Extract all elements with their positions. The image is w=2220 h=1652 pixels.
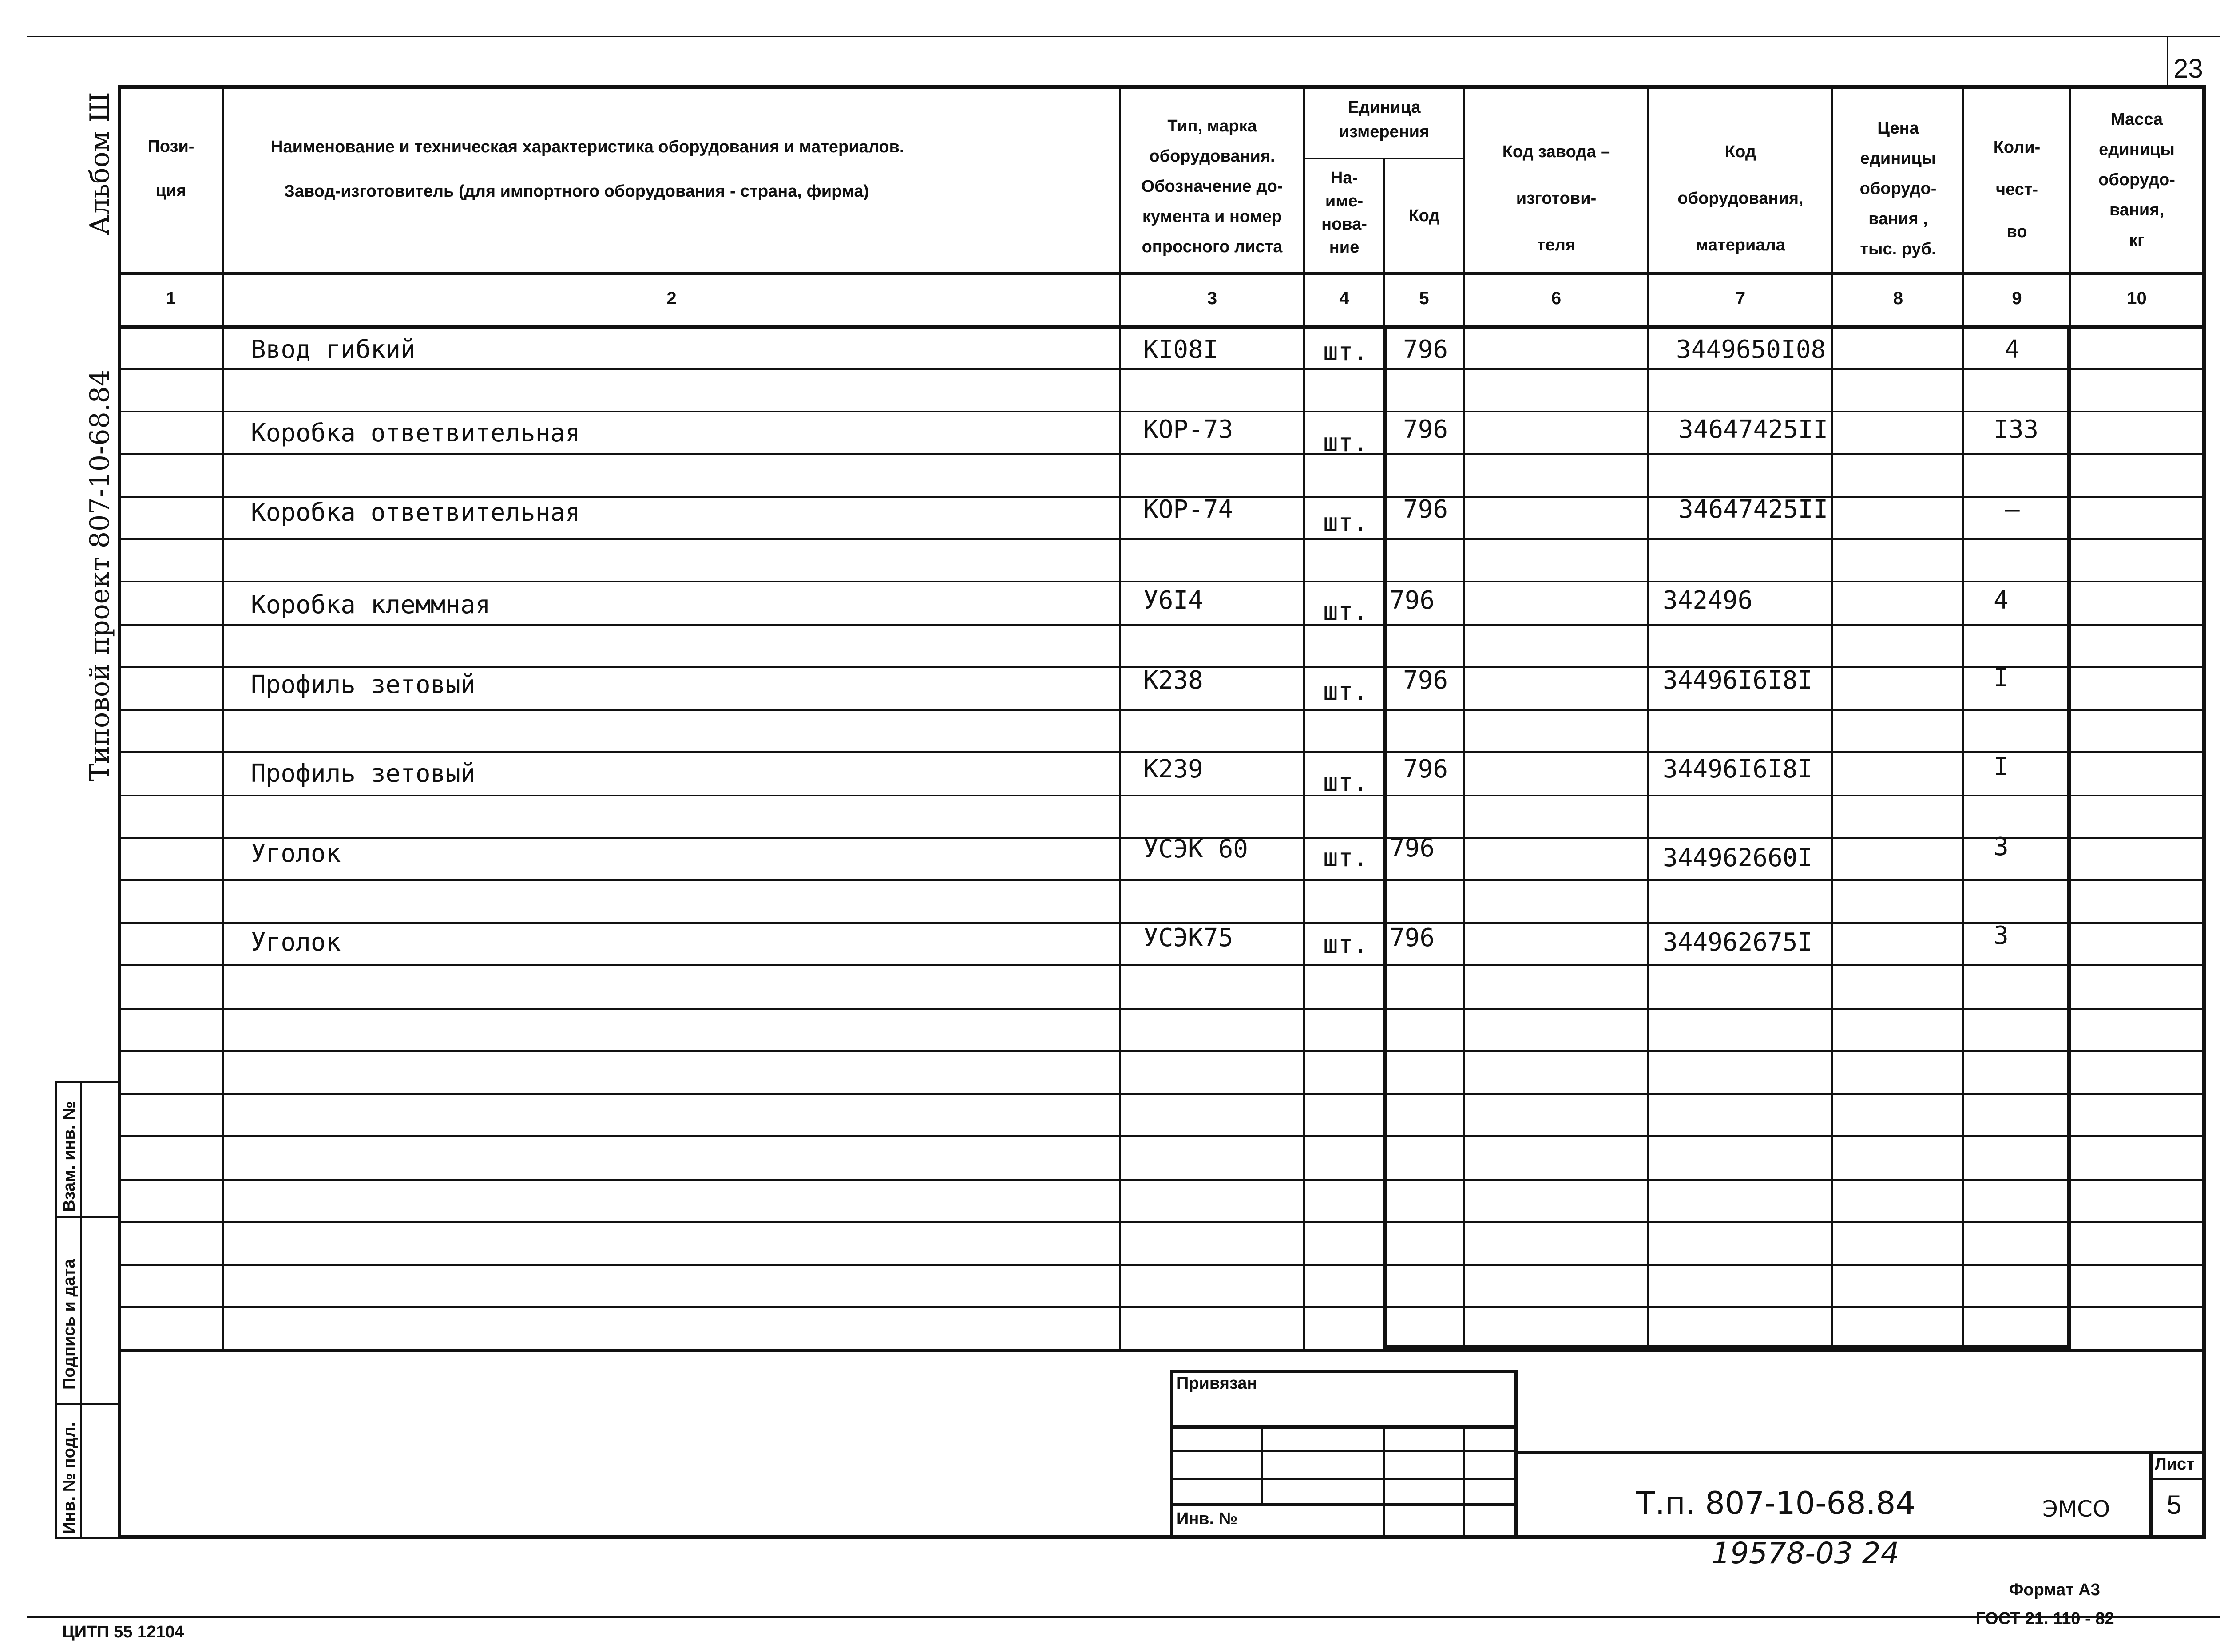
privyazan-col3	[1463, 1425, 1465, 1536]
row-line	[118, 453, 2204, 455]
table-bottom-line	[118, 1349, 2204, 1352]
item-type: У6I4	[1143, 586, 1203, 615]
stamp-label-inv: Инв. № подл.	[60, 1422, 79, 1534]
stamp-strip-top	[56, 1081, 118, 1083]
item-type: УСЭК 60	[1143, 835, 1249, 864]
row-line	[118, 709, 2204, 711]
privyazan-box-left	[1170, 1370, 1173, 1538]
row-line	[118, 1221, 2204, 1223]
column-number: 9	[2012, 289, 2022, 308]
row-line	[118, 964, 2204, 966]
item-unit-code: 796	[1403, 495, 1448, 524]
sheet-top-number: 23	[2173, 54, 2203, 83]
item-unit: шт.	[1323, 930, 1368, 959]
stamp-strip-bottom	[56, 1537, 118, 1539]
item-qty: –	[2005, 495, 2020, 524]
header-col2-line1: Наименование и техническая характеристика оборудования и материалов.	[271, 138, 904, 156]
title-stamp-top	[1516, 1451, 2204, 1454]
gost-label: ГОСТ 21. 110 - 82	[1976, 1609, 2114, 1628]
header-bottom-line	[118, 272, 2204, 275]
stamp-label-podpis: Подпись и дата	[60, 1259, 79, 1390]
column-number: 6	[1551, 289, 1562, 308]
column-number: 3	[1207, 289, 1217, 308]
row-line	[118, 879, 2204, 881]
item-name: Уголок	[251, 839, 341, 868]
item-name: Уголок	[251, 928, 341, 957]
unit-subheader-line	[1303, 158, 1463, 159]
item-material-code: 34647425II	[1678, 495, 1828, 524]
list-label: Лист	[2155, 1455, 2195, 1474]
row-line	[118, 581, 2204, 582]
item-type: К238	[1143, 666, 1203, 695]
list-box-divider	[2149, 1478, 2204, 1480]
column-number: 10	[2127, 289, 2147, 308]
list-box-left	[2149, 1451, 2153, 1537]
header-col2-line2: Завод-изготовитель (для импортного оборудования - страна, фирма)	[284, 182, 869, 201]
row-line	[118, 411, 2204, 412]
item-unit-code: 796	[1390, 834, 1435, 863]
header-col7: Код оборудования, материала	[1677, 143, 1804, 254]
row-line	[118, 1179, 2204, 1181]
row-line	[118, 538, 2204, 540]
item-qty: 4	[2005, 335, 2020, 364]
privyazan-label: Привязан	[1177, 1374, 1257, 1393]
item-name: Профиль зетовый	[251, 759, 476, 788]
row-line	[118, 1264, 2204, 1266]
item-qty: 4	[1994, 586, 2009, 615]
colnum-bottom-line	[118, 325, 2204, 329]
privyazan-col1	[1261, 1425, 1263, 1503]
frame-right	[2202, 85, 2206, 1537]
column-number: 8	[1893, 289, 1903, 308]
item-unit: шт.	[1323, 508, 1368, 537]
item-material-code: 3449650I08	[1676, 335, 1826, 364]
item-qty: 3	[1994, 921, 2009, 950]
stamp-strip-sep1	[56, 1216, 118, 1218]
organization: ЭМСО	[2042, 1496, 2110, 1522]
item-unit-code: 796	[1390, 923, 1435, 952]
item-name: Коробка клеммная	[251, 590, 491, 619]
item-type: КОР-73	[1143, 415, 1233, 444]
item-unit: шт.	[1323, 597, 1368, 626]
row-line	[118, 1135, 2204, 1137]
row-line	[118, 1306, 2204, 1308]
item-unit-code: 796	[1403, 415, 1448, 444]
item-material-code: 34496I6I8I	[1663, 666, 1813, 695]
row-line	[118, 1093, 2204, 1095]
item-unit-code: 796	[1403, 666, 1448, 695]
header-col6: Код завода – изготови- теля	[1502, 143, 1610, 254]
item-material-code: 342496	[1663, 586, 1753, 615]
row-line	[118, 368, 2204, 370]
item-material-code: 344962660I	[1663, 844, 1813, 872]
item-type: KI08I	[1143, 335, 1218, 364]
print-code: ЦИТП 55 12104	[62, 1623, 184, 1641]
sheet-number-box-left	[2167, 36, 2168, 87]
stamp-strip-left	[56, 1081, 57, 1538]
item-unit: шт.	[1323, 337, 1368, 366]
item-type: К239	[1143, 755, 1203, 784]
item-name: Профиль зетовый	[251, 670, 476, 699]
item-qty: 3	[1994, 832, 2009, 861]
item-material-code: 344962675I	[1663, 928, 1813, 957]
item-unit: шт.	[1323, 768, 1368, 797]
item-unit: шт.	[1323, 428, 1368, 457]
item-material-code: 34647425II	[1678, 415, 1828, 444]
item-unit: шт.	[1323, 677, 1368, 706]
item-qty: I	[1994, 664, 2009, 693]
project-label: Типовой проект 807-10-68.84	[84, 369, 115, 781]
item-unit-code: 796	[1403, 755, 1448, 784]
row-line	[118, 751, 2204, 753]
item-qty: I	[1994, 753, 2009, 781]
item-unit: шт.	[1323, 844, 1368, 872]
header-col9: Коли- чест- во	[1993, 138, 2041, 241]
column-number: 1	[166, 289, 176, 308]
header-col4: На- име- нова- ние	[1321, 169, 1367, 257]
item-qty: I33	[1994, 415, 2039, 444]
row-line	[118, 624, 2204, 626]
album-label: Альбом Ш	[84, 92, 115, 235]
list-number: 5	[2167, 1490, 2182, 1520]
stamp-strip-sep2	[56, 1403, 118, 1405]
item-type: КОР-74	[1143, 495, 1233, 524]
column-number: 4	[1339, 289, 1349, 308]
project-designation: Т.п. 807-10-68.84	[1636, 1485, 1915, 1521]
page-bottom-rule	[27, 1616, 2220, 1618]
header-col5: Код	[1408, 206, 1440, 225]
header-col10: Масса единицы оборудо- вания, кг	[2098, 110, 2175, 250]
row-line	[118, 1050, 2204, 1052]
item-unit-code: 796	[1403, 335, 1448, 364]
format-label: Формат А3	[2009, 1581, 2100, 1599]
item-name: Ввод гибкий	[251, 335, 416, 364]
header-col3: Тип, марка оборудования. Обозначение до- кумента и номер опросного листа	[1141, 117, 1283, 256]
stamp-label-vzam: Взам. инв. №	[60, 1101, 79, 1212]
header-col8: Цена единицы оборудо- вания , тыс. руб.	[1859, 119, 1937, 258]
handwritten-inventory-number: 19578-03 24	[1712, 1536, 1899, 1570]
column-number: 7	[1735, 289, 1746, 308]
item-unit-code: 796	[1390, 586, 1435, 615]
privyazan-col2	[1383, 1425, 1385, 1536]
privyazan-box-top	[1170, 1370, 1516, 1373]
page-top-rule	[27, 36, 2220, 37]
header-col1: Пози- ция	[147, 137, 194, 200]
item-name: Коробка ответвительная	[251, 498, 580, 527]
inv-number-label: Инв. №	[1177, 1509, 1238, 1528]
row-line	[118, 795, 2204, 796]
stamp-strip-mid	[80, 1081, 82, 1538]
header-units: Единица измерения	[1339, 98, 1430, 141]
item-name: Коробка ответвительная	[251, 419, 580, 448]
row-line	[118, 1008, 2204, 1010]
item-type: УСЭК75	[1143, 923, 1233, 952]
frame-top	[118, 85, 2204, 89]
column-number: 5	[1419, 289, 1429, 308]
item-material-code: 34496I6I8I	[1663, 755, 1813, 784]
column-number: 2	[666, 289, 677, 308]
body-heavy-bottom	[1383, 1345, 2069, 1349]
